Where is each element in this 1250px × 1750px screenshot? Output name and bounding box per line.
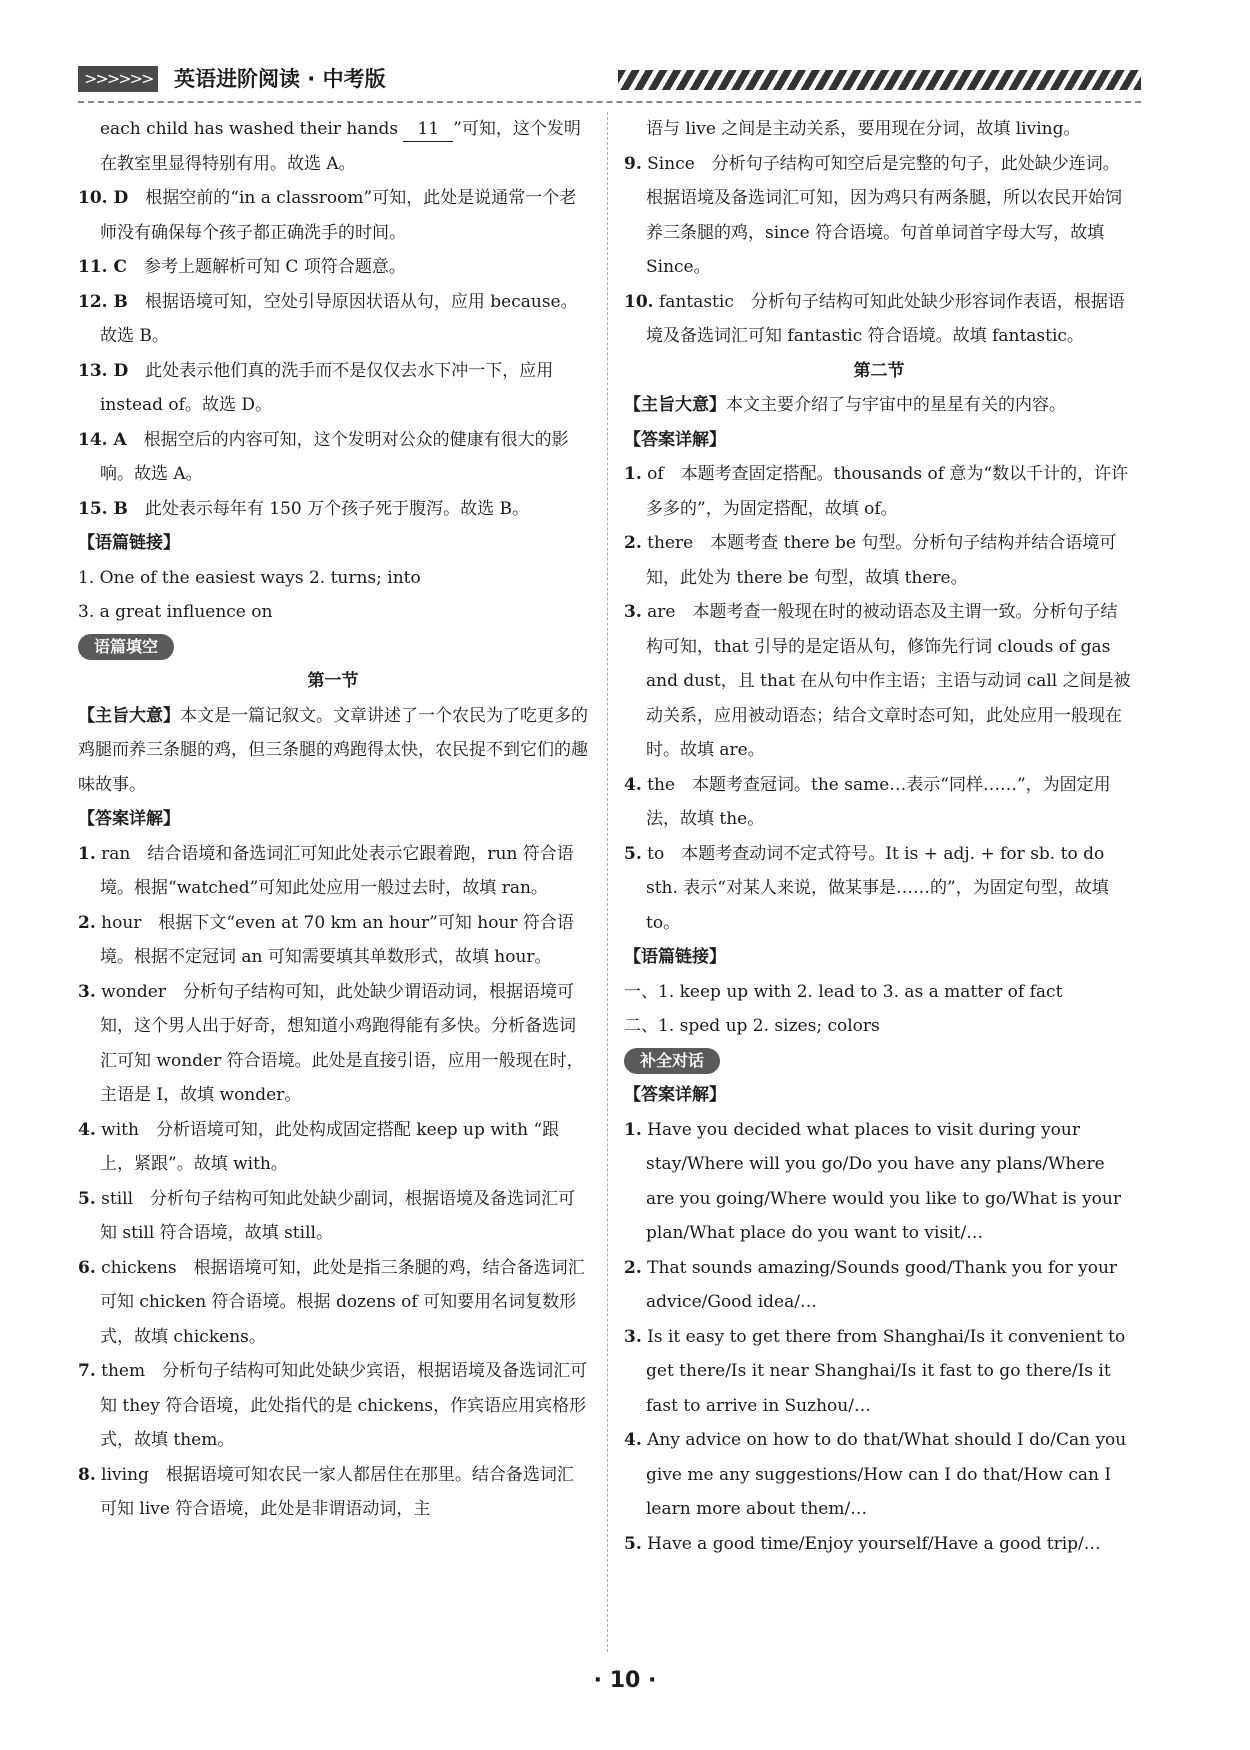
answer-item: 4. with 分析语境可知，此处构成固定搭配 keep up with “跟上，紧跟”。故填 with。: [78, 1119, 560, 1174]
answer-item: 13. D 此处表示他们真的洗手而不是仅仅去水下冲一下，应用 instead of。故选 D。: [78, 360, 554, 415]
section-title: 第二节: [853, 360, 905, 381]
section-tag: 【答案详解】: [624, 1085, 726, 1105]
link-line: 3. a great influence on: [78, 602, 273, 622]
answer-item: 1. ran 结合语境和备选词汇可知此处表示它跟着跑，run 符合语境。根据“watched”可知此处应用一般过去时，故填 ran。: [78, 843, 574, 898]
section-tag: 【答案详解】: [78, 809, 180, 829]
answer-item: 2. That sounds amazing/Sounds good/Thank you for your advice/Good idea/…: [624, 1257, 1118, 1312]
answer-item: 2. hour 根据下文“even at 70 km an hour”可知 hour 符合语境。根据不定冠词 an 可知需要填其单数形式，故填 hour。: [78, 912, 574, 967]
answer-item: 4. Any advice on how to do that/What should I do/Can you give me any suggestions/How can I do that/How can I learn more about them/…: [624, 1430, 1127, 1519]
answer-item: 8. living 根据语境可知农民一家人都居住在那里。结合备选词汇可知 live 符合语境，此处是非谓语动词，主: [78, 1464, 574, 1519]
answer-text: each child has washed their hands 11 ”可知，这个发明在教室里显得特别有用。故选 A。: [100, 119, 581, 174]
answer-item: 15. B 此处表示每年有 150 万个孩子死于腹泻。故选 B。: [78, 498, 530, 519]
link-line: 1. One of the easiest ways 2. turns; into: [78, 567, 421, 588]
answer-item: 10. fantastic 分析句子结构可知此处缺少形容词作表语，根据语境及备选词汇可知 fantastic 符合语境。故填 fantastic。: [624, 291, 1125, 346]
left-column: [78, 112, 588, 1527]
header-divider: [78, 101, 1141, 103]
answer-item: 7. them 分析句子结构可知此处缺少宾语，根据语境及备选词汇可知 they 符合语境，此处指代的是 chickens，作宾语应用宾格形式，故填 them。: [78, 1361, 588, 1450]
answer-item: 5. to 本题考查动词不定式符号。It is + adj. + for sb. to do sth. 表示“对某人来说，做某事是……的”，为固定句型，故填 to。: [624, 843, 1109, 933]
main-idea: 【主旨大意】本文是一篇记叙文。文章讲述了一个农民为了吃更多的鸡腿而养三条腿的鸡，但三条腿的鸡跑得太快，农民捉不到它们的趣味故事。: [78, 705, 588, 795]
answer-item: 10. D 根据空前的“in a classroom”可知，此处是说通常一个老师没有确保每个孩子都正确洗手的时间。: [78, 188, 577, 243]
main-idea: 【主旨大意】本文主要介绍了与宇宙中的星星有关的内容。: [624, 395, 1066, 415]
header-chevron-icon: >>>>>>: [78, 66, 158, 92]
page-header: [78, 62, 1141, 98]
right-column: [624, 112, 1134, 1561]
section-badge: 语篇填空: [78, 634, 174, 660]
answer-item: 1. Have you decided what places to visit during your stay/Where will you go/Do you have any plans/Where are you going/Where would you like to go/What is your plan/What place do you want to visit/…: [624, 1119, 1121, 1243]
answer-item: 1. of 本题考查固定搭配。thousands of 意为“数以千计的，许许多多的”，为固定搭配，故填 of。: [624, 464, 1129, 519]
section-tag: 【答案详解】: [624, 429, 726, 450]
header-stripe-decoration: [618, 70, 1141, 90]
section-title: 第一节: [307, 671, 359, 691]
header-title: 英语进阶阅读 · 中考版: [174, 67, 386, 91]
answer-item: 4. the 本题考查冠词。the same…表示“同样……”，为固定用法，故填 the。: [624, 774, 1111, 829]
page-number: · 10 ·: [593, 1668, 657, 1693]
section-tag: 【语篇链接】: [624, 947, 726, 967]
answer-item: 6. chickens 根据语境可知，此处是指三条腿的鸡，结合备选词汇可知 chicken 符合语境。根据 dozens of 可知要用名词复数形式，故填 chickens。: [78, 1257, 585, 1347]
answer-item: 14. A 根据空后的内容可知，这个发明对公众的健康有很大的影响。故选 A。: [78, 429, 569, 484]
column-divider: [607, 112, 608, 1652]
answer-item: 2. there 本题考查 there be 句型。分析句子结构并结合语境可知，此处为 there be 句型，故填 there。: [624, 533, 1117, 588]
answer-blank: 11: [403, 117, 453, 142]
section-tag: 【语篇链接】: [78, 533, 180, 553]
link-line: 二、1. sped up 2. sizes; colors: [624, 1016, 880, 1036]
answer-item: 3. Is it easy to get there from Shanghai/Is it convenient to get there/Is it near Shanghai/Is it fast to go there/Is it fast to arrive in Suzhou/…: [624, 1326, 1126, 1416]
answer-item: 3. are 本题考查一般现在时的被动语态及主谓一致。分析句子结构可知，that 引导的是定语从句，修饰先行词 clouds of gas and dust，且 that 在从句中作主语；主语与动词 call 之间是被动关系，应用被动语态；结合文章时态可知，此处应用一般现在时。故填 are。: [624, 602, 1131, 760]
answer-item: 9. Since 分析句子结构可知空后是完整的句子，此处缺少连词。根据语境及备选词汇可知，因为鸡只有两条腿，所以农民开始饲养三条腿的鸡，since 符合语境。句首单词首字母大写，故填 Since。: [624, 153, 1122, 277]
answer-item: 5. still 分析句子结构可知此处缺少副词，根据语境及备选词汇可知 still 符合语境，故填 still。: [78, 1188, 576, 1243]
answer-text: 语与 live 之间是主动关系，要用现在分词，故填 living。: [646, 119, 1081, 139]
answer-item: 5. Have a good time/Enjoy yourself/Have a good trip/…: [624, 1533, 1101, 1554]
link-line: 一、1. keep up with 2. lead to 3. as a matter of fact: [624, 981, 1063, 1002]
answer-item: 12. B 根据语境可知，空处引导原因状语从句，应用 because。故选 B。: [78, 291, 578, 346]
section-badge: 补全对话: [624, 1048, 720, 1074]
answer-item: 3. wonder 分析句子结构可知，此处缺少谓语动词，根据语境可知，这个男人出于好奇，想知道小鸡跑得能有多快。分析备选词汇可知 wonder 符合语境。此处是直接引语，应用一般现在时，主语是 I，故填 wonder。: [78, 981, 584, 1105]
answer-item: 11. C 参考上题解析可知 C 项符合题意。: [78, 257, 406, 277]
